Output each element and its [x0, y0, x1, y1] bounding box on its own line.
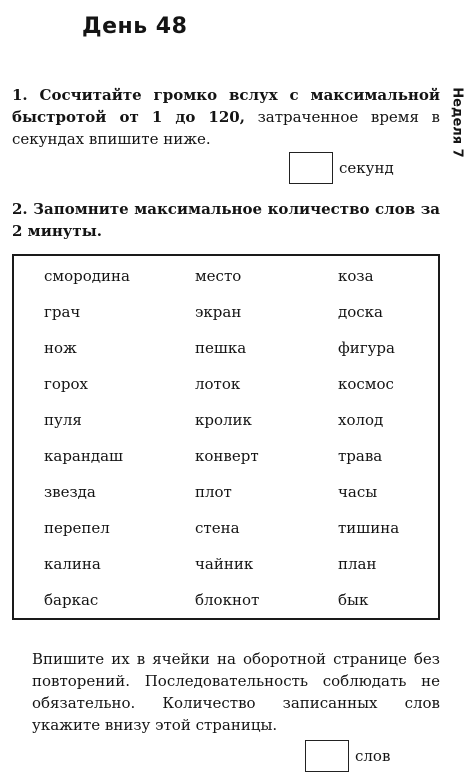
word-cell: карандаш — [44, 447, 123, 465]
word-cell: доска — [338, 303, 383, 321]
day-title: День 48 — [82, 14, 188, 39]
seconds-answer-row — [289, 152, 394, 184]
word-cell: перепел — [44, 519, 110, 537]
words-table — [12, 254, 440, 620]
word-row — [14, 582, 438, 618]
word-row — [14, 510, 438, 546]
word-cell: кролик — [195, 411, 252, 429]
recall-instruction: Впишите их в ячейки на оборотной странице без повторений. Последовательность соблюдать не обязательно. Количество записанных слов укажите внизу этой страницы. — [32, 650, 440, 734]
word-row — [14, 438, 438, 474]
word-cell: чайник — [195, 555, 254, 573]
word-cell: нож — [44, 339, 77, 357]
word-cell: тишина — [338, 519, 400, 537]
word-row — [14, 330, 438, 366]
task-1-rest-text: затраченное время в секундах впишите ниже. — [12, 108, 440, 148]
task-1-instruction — [12, 84, 440, 150]
word-cell: пуля — [44, 411, 82, 429]
word-cell: калина — [44, 555, 101, 573]
word-cell: плот — [195, 483, 232, 501]
word-cell: грач — [44, 303, 81, 321]
word-cell: пешка — [195, 339, 247, 357]
word-cell: смородина — [44, 267, 130, 285]
word-row — [14, 474, 438, 510]
week-label: Неделя 7 — [449, 86, 465, 158]
word-cell: блокнот — [195, 591, 260, 609]
words-count-row — [305, 740, 390, 772]
word-cell: фигура — [338, 339, 395, 357]
word-cell: горох — [44, 375, 88, 393]
word-row — [14, 546, 438, 582]
word-cell: конверт — [195, 447, 259, 465]
word-cell: баркас — [44, 591, 99, 609]
word-cell: план — [338, 555, 377, 573]
word-cell: звезда — [44, 483, 96, 501]
word-cell: коза — [338, 267, 374, 285]
task-2-bold-text: 2. Запомните максимальное количество слов за 2 минуты. — [12, 200, 440, 240]
word-cell: экран — [195, 303, 242, 321]
word-row — [14, 366, 438, 402]
word-cell: стена — [195, 519, 240, 537]
word-cell: бык — [338, 591, 369, 609]
task-1-bold-text: 1. Сосчитайте громко вслух с максимальной быстротой от 1 до 120, — [12, 86, 440, 126]
word-cell: часы — [338, 483, 378, 501]
word-row — [14, 294, 438, 330]
words-unit-label: слов — [355, 747, 391, 765]
word-cell: холод — [338, 411, 384, 429]
word-row — [14, 258, 438, 294]
task-2-instruction — [12, 198, 440, 242]
week-side-tab — [444, 76, 470, 168]
word-cell: трава — [338, 447, 383, 465]
words-count-box[interactable] — [305, 740, 349, 772]
word-cell: место — [195, 267, 242, 285]
seconds-unit-label: секунд — [339, 159, 394, 177]
word-cell: лоток — [195, 375, 241, 393]
seconds-answer-box[interactable] — [289, 152, 333, 184]
word-row — [14, 402, 438, 438]
word-cell: космос — [338, 375, 394, 393]
